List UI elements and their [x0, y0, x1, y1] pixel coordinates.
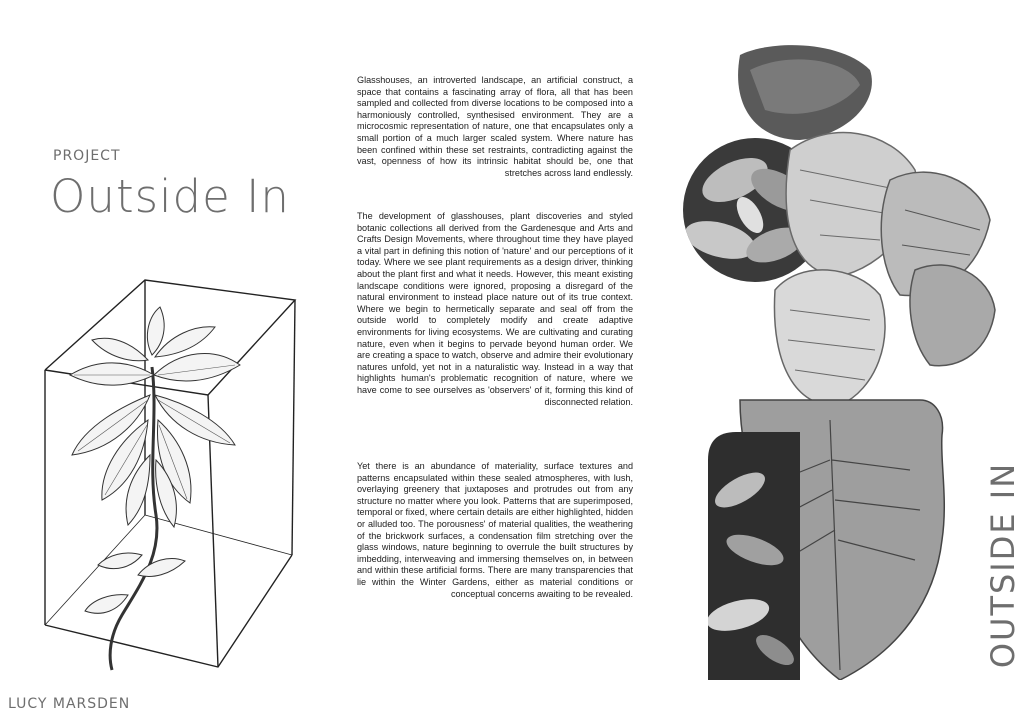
author-name: LUCY MARSDEN	[8, 696, 131, 712]
glasshouse-plant-sketch-icon	[30, 255, 300, 675]
project-label: PROJECT	[53, 148, 121, 164]
leaf-collage-icon	[680, 40, 1000, 680]
vertical-title: OUTSIDE IN	[984, 461, 1022, 669]
body-paragraph-2: The development of glasshouses, plant discoveries and styled botanic collections all derived from the Gardenesque and Arts and Crafts Design Movements, where throughout time they have played a vital part in defining this notion of 'nature' and our perceptions of it today. Where we see plant requirements as a design driver, thinking about the plant first and what it needs. However, this meant existing landscape conditions were ignored, proposing a disregard of the natural environment to instead place nature out of its true context. Where we begin to hermetically separate and seal off from the outside world to completely modify and create adaptive environments for living ecosystems. We are cultivating and curating nature, even when it begins to pervade beyond human order. We are creating a space to watch, observe and admire their evolutionary natures unfold, yet not in a naturalistic way. Instead in a way that highlights human's problematic recognition of nature, where we have come to see ourselves as 'observers' of it, forming this kind of disconnected relation.	[357, 211, 633, 407]
body-paragraph-1: Glasshouses, an introverted landscape, an artificial construct, a space that contains a fascinating array of flora, all that has been sampled and collected from diverse locations to be composed into a harmoniously controlled, synthesised environment. They are a microcosmic representation of nature, one that encapsulates only a small portion of a much larger scaled system. Where nature has been confined within these set restraints, contradicting against the vast, openness of how its intrinsic habitat should be, one that stretches across land endlessly.	[357, 75, 633, 178]
body-paragraph-3: Yet there is an abundance of materiality, surface textures and patterns encapsulated within these sealed atmospheres, with lush, overlaying greenery that juxtaposes and protrudes out from any structure no matter where you look. Patterns that are superimposed, temporal or fixed, where certain details are either highlighted, hidden or alluded too. The porousness' of material qualities, the weathering of the brickwork surfaces, a condensation film stretching over the glass windows, nature beginning to overrule the built structures by imbedding, interweaving and immersing themselves on, in between and within these artificial forms. There are many transparencies that lie within the Winter Gardens, either as material conditions or conceptual concerns awaiting to be revealed.	[357, 461, 634, 599]
page-title: Outside In	[50, 170, 290, 223]
